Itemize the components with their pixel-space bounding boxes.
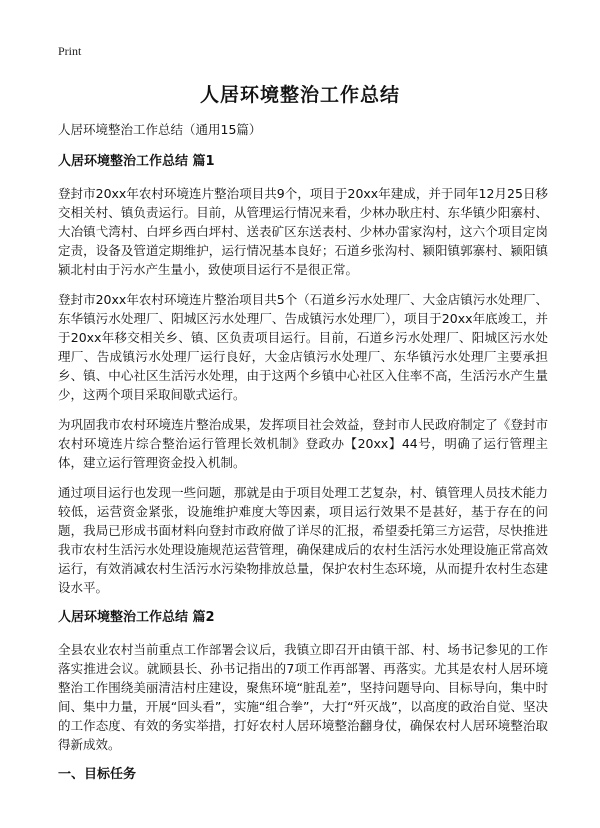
print-label: Print [58, 44, 82, 58]
section-heading: 人居环境整治工作总结 篇1 [58, 154, 215, 169]
paragraph: 通过项目运行也发现一些问题，那就是由于项目处理工艺复杂，村、镇管理人员技术能力较低，运营资金紧张，设施维护难度大等因素，项目运行效果不是甚好，基于存在的问题，我局已形成书面材料向登封市政府做了详尽的汇报，希望委托第三方运营，尽快推进我市农村生活污水处理设施规范运营管理，确保建成后的农村生活污水处理设施正常高效运行，有效消减农村生活污水污染物排放总量，保护农村生态环境，从而提升农村生态建设水平。 [58, 485, 548, 595]
section-heading: 一、目标任务 [58, 767, 137, 782]
paragraph: 全县农业农村当前重点工作部署会议后，我镇立即召开由镇干部、村、场书记参见的工作落实推进会议。就顾县长、孙书记指出的7项工作再部署、再落实。尤其是农村人居环境整治工作围绕美丽清洁村庄建设，聚焦环境“脏乱差”，坚持问题导向、目标导向，集中时间、集中力量，开展“回头看”，实施“组合拳”，大打“歼灭战”，以高度的政治自觉、坚决的工作态度、有效的务实举措，打好农村人居环境整治翻身仗，确保农村人居环境整治取得新成效。 [58, 642, 548, 752]
paragraph: 登封市20xx年农村环境连片整治项目共5个（石道乡污水处理厂、大金店镇污水处理厂、东华镇污水处理厂、阳城区污水处理厂、告成镇污水处理厂），项目于20xx年底竣工，并于20xx年移交相关乡、镇、区负责项目运行。目前，石道乡污水处理厂、阳城区污水处理厂、告成镇污水处理厂运行良好，大金店镇污水处理厂、东华镇污水处理厂主要承担乡、镇、中心社区生活污水处理，由于这两个乡镇中心社区入住率不高，生活污水产生量少，这两个项目采取间歇式运行。 [58, 292, 548, 402]
paragraph: 登封市20xx年农村环境连片整治项目共9个，项目于20xx年建成，并于同年12月25日移交相关村、镇负责运行。目前，从管理运行情况来看，少林办耿庄村、东华镇少阳寨村、大冶镇弋湾村、白坪乡西白坪村、送表矿区东送表村、少林办雷家沟村，这六个项目定岗定责，设备及管道定期维护，运行情况基本良好；石道乡张沟村、颍阳镇郭寨村、颍阳镇颍北村由于污水产生量小，致使项目运行不是很正常。 [58, 186, 548, 277]
document-subtitle: 人居环境整治工作总结（通用15篇） [58, 122, 262, 137]
paragraph: 为巩固我市农村环境连片整治成果，发挥项目社会效益，登封市人民政府制定了《登封市农村环境连片综合整治运行管理长效机制》登政办【20xx】44号，明确了运行管理主体，建立运行管理资金投入机制。 [58, 417, 548, 470]
document-body [58, 120, 548, 797]
section-heading: 人居环境整治工作总结 篇2 [58, 610, 215, 625]
page-title: 人居环境整治工作总结 [199, 84, 400, 106]
